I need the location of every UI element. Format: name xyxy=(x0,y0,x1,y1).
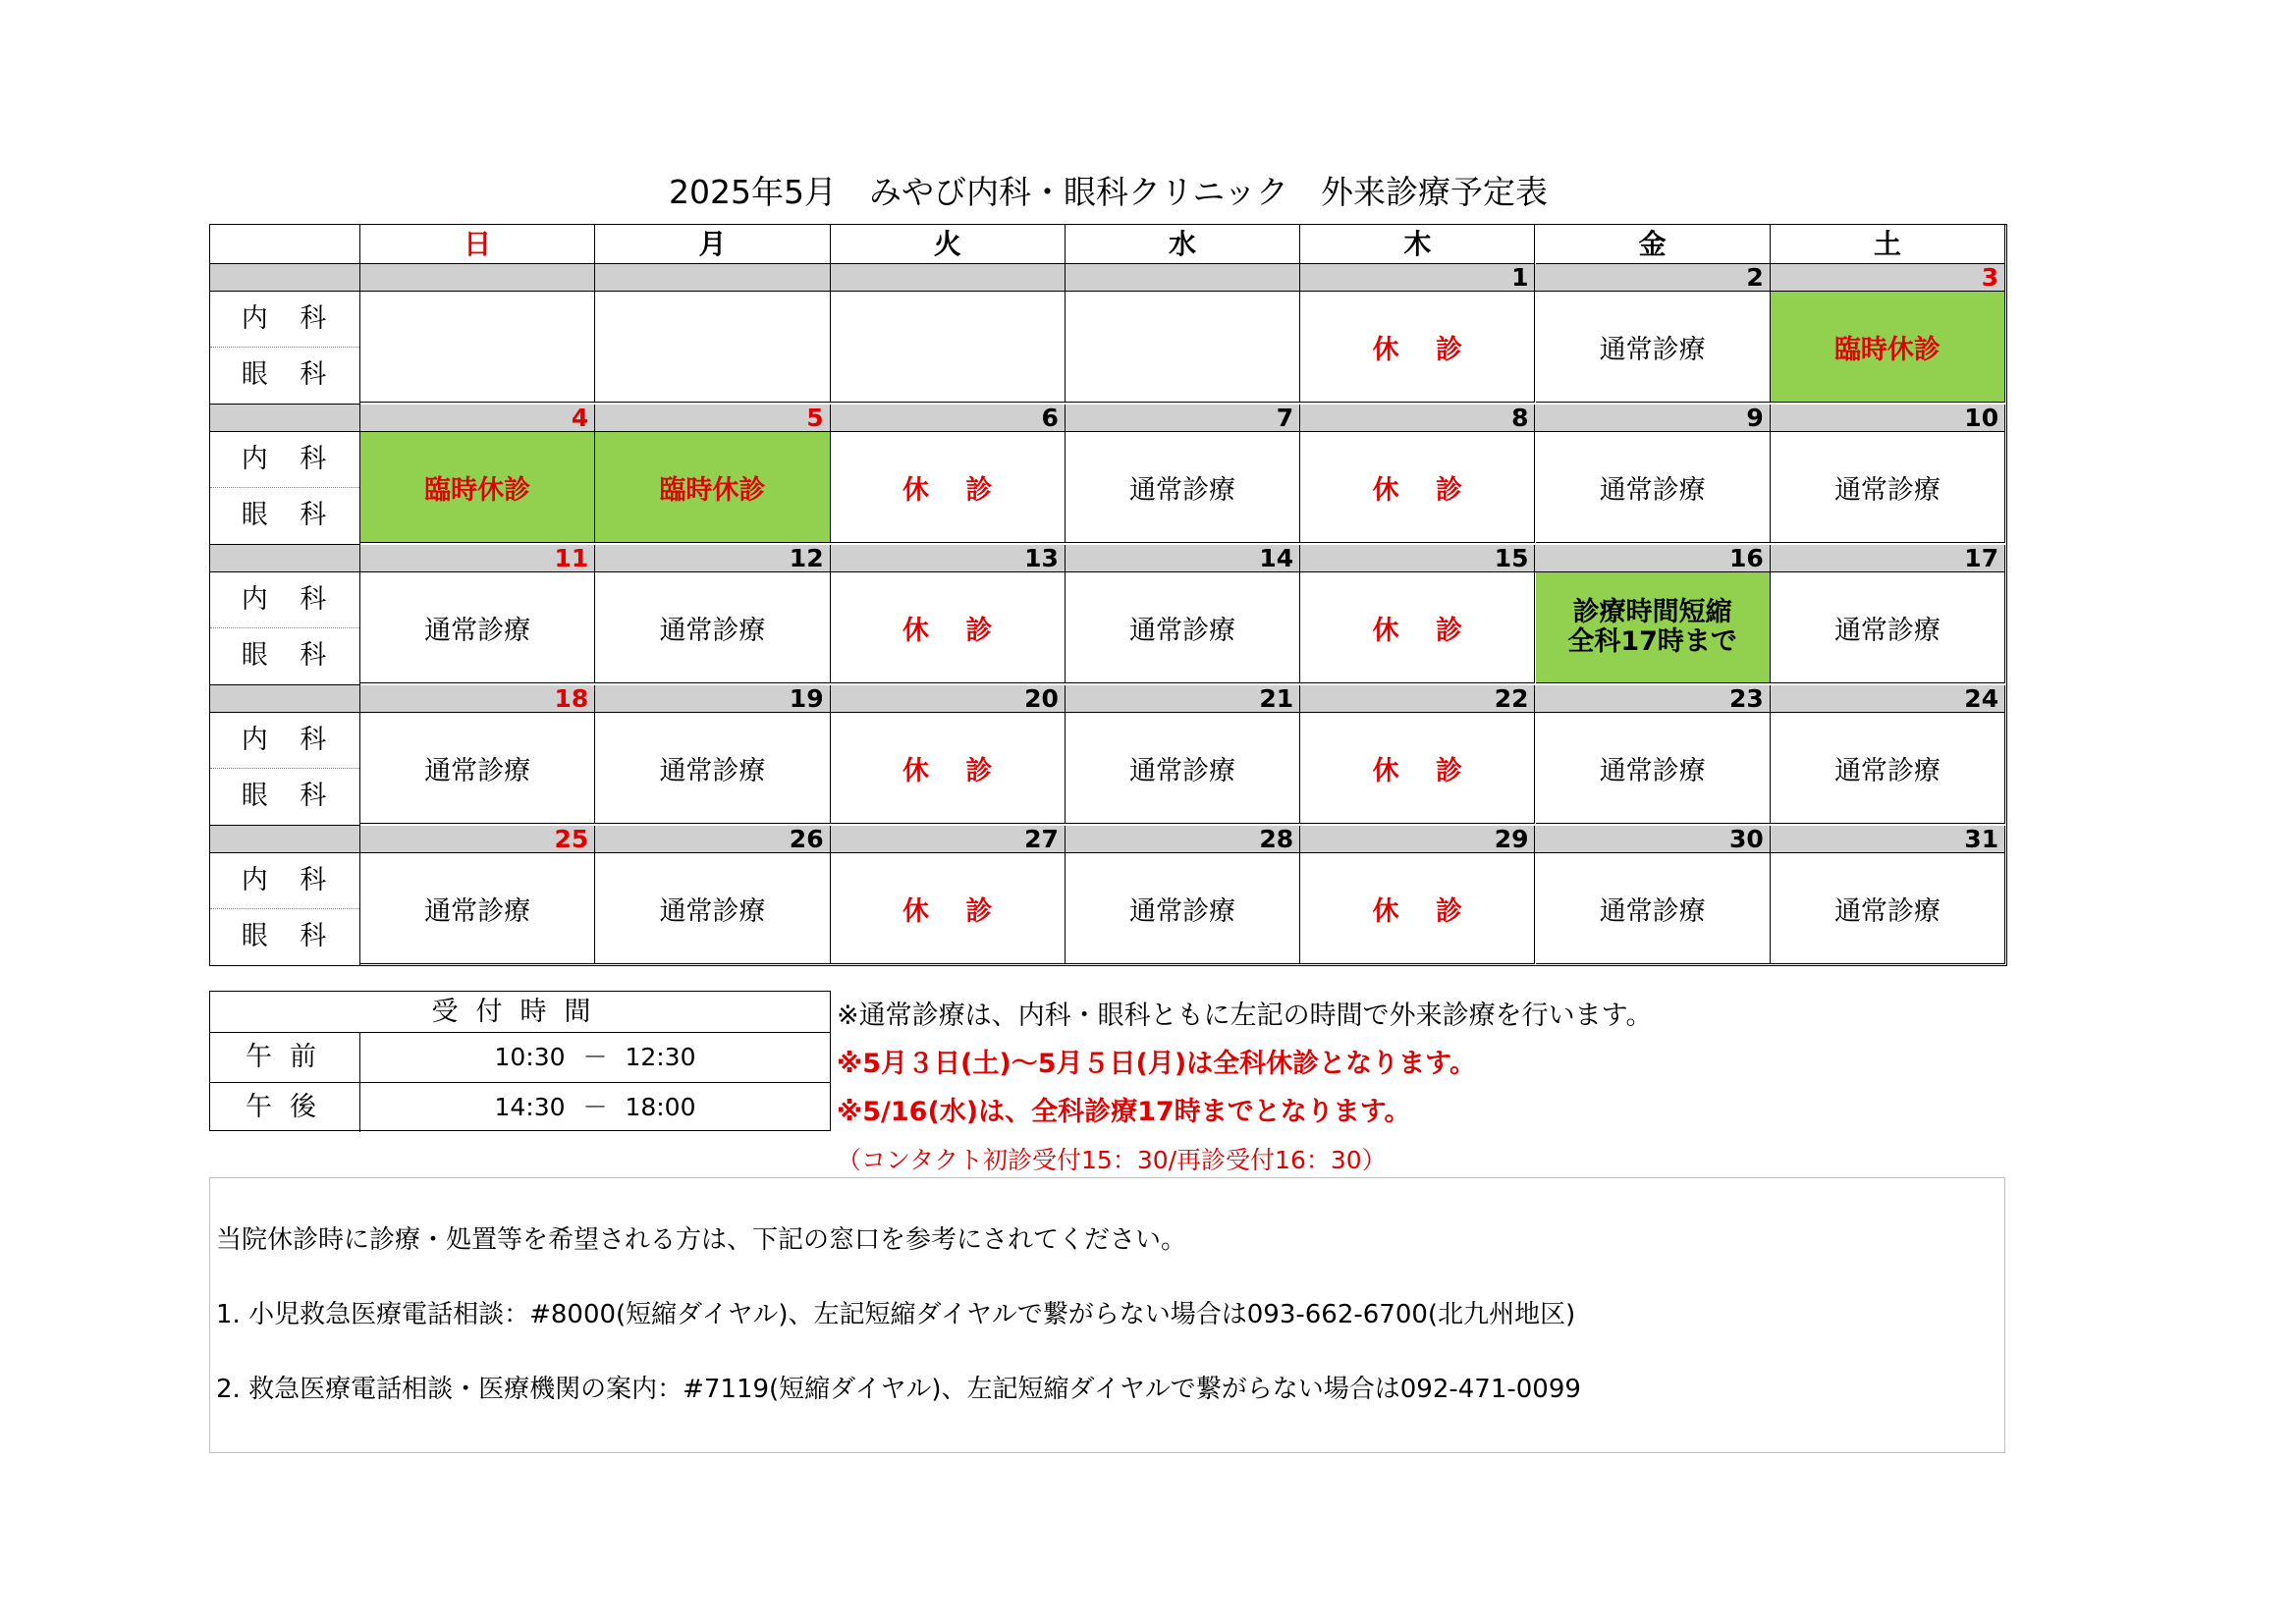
header-corner xyxy=(210,225,360,264)
note-contact-reception: （コンタクト初診受付15：30/再診受付16：30） xyxy=(837,1146,1387,1174)
date-number: 28 xyxy=(1066,826,1300,853)
status-cell-empty xyxy=(595,292,830,403)
dept-ophthalmology: 眼 科 xyxy=(241,359,339,390)
am-time: 10:30 － 12:30 xyxy=(494,1043,696,1071)
date-number: 18 xyxy=(360,685,595,713)
status-cell-normal: 通常診療 xyxy=(360,572,595,683)
dept-internal-medicine: 内 科 xyxy=(210,713,359,769)
status-cell-normal: 通常診療 xyxy=(1066,853,1300,964)
date-number: 3 xyxy=(1771,264,2005,292)
date-number: 22 xyxy=(1300,685,1535,713)
status-cell-holiday: 臨時休診 xyxy=(360,432,595,543)
date-row-spacer xyxy=(210,545,360,572)
weekday-header: 日 xyxy=(360,225,595,264)
status-cell-empty xyxy=(831,292,1066,403)
status-cell-normal: 通常診療 xyxy=(1771,432,2005,543)
date-number: 29 xyxy=(1300,826,1535,853)
date-number: 25 xyxy=(360,826,595,853)
date-number: 13 xyxy=(831,545,1066,572)
dept-ophthalmology: 眼 科 xyxy=(241,500,339,530)
status-cell-normal: 通常診療 xyxy=(1771,713,2005,824)
date-number: 8 xyxy=(1300,405,1535,432)
status-cell-normal: 通常診療 xyxy=(1771,572,2005,683)
status-cell-normal: 通常診療 xyxy=(360,713,595,824)
info-intro: 当院休診時に診療・処置等を希望される方は、下記の窓口を参考にされてください。 xyxy=(216,1225,1187,1255)
date-number: 10 xyxy=(1771,405,2005,432)
dept-internal-medicine: 内 科 xyxy=(210,432,359,488)
date-number: 4 xyxy=(360,405,595,432)
dept-ophthalmology: 眼 科 xyxy=(241,921,339,951)
department-labels xyxy=(210,572,360,685)
date-number: 15 xyxy=(1300,545,1535,572)
department-labels xyxy=(210,713,360,826)
dept-internal-medicine: 内 科 xyxy=(210,292,359,348)
status-cell-normal: 通常診療 xyxy=(1536,853,1771,964)
status-cell-normal: 通常診療 xyxy=(1066,432,1300,543)
weekday-header: 月 xyxy=(595,225,830,264)
dept-ophthalmology: 眼 科 xyxy=(241,781,339,811)
date-row-spacer xyxy=(210,685,360,713)
status-cell-normal: 通常診療 xyxy=(1066,713,1300,824)
date-row-spacer xyxy=(210,826,360,853)
department-labels xyxy=(210,853,360,966)
status-cell-normal: 通常診療 xyxy=(595,572,830,683)
schedule-calendar xyxy=(209,224,2007,966)
date-row-spacer xyxy=(210,264,360,292)
am-label: 午前 xyxy=(210,1033,360,1082)
date-number: 16 xyxy=(1536,545,1771,572)
date-number: 31 xyxy=(1771,826,2005,853)
status-cell-normal: 通常診療 xyxy=(1066,572,1300,683)
status-cell-normal: 通常診療 xyxy=(1536,432,1771,543)
weekday-header: 金 xyxy=(1536,225,1771,264)
date-number: 11 xyxy=(360,545,595,572)
info-item-2: 2. 救急医療電話相談・医療機関の案内：#7119(短縮ダイヤル)、左記短縮ダイヤルで繋がらない場合は092-471-0099 xyxy=(216,1375,1581,1404)
date-number: 23 xyxy=(1536,685,1771,713)
status-cell-closed: 休 診 xyxy=(831,432,1066,543)
status-cell-closed: 休 診 xyxy=(1300,432,1535,543)
date-number: 12 xyxy=(595,545,830,572)
am-row xyxy=(210,1033,830,1083)
status-cell-closed: 休 診 xyxy=(831,853,1066,964)
status-cell-closed: 休 診 xyxy=(831,713,1066,824)
date-number: 7 xyxy=(1066,405,1300,432)
pm-label: 午後 xyxy=(210,1083,360,1132)
department-labels xyxy=(210,292,360,405)
date-number xyxy=(831,264,1066,292)
dept-internal-medicine: 内 科 xyxy=(210,853,359,909)
date-number xyxy=(360,264,595,292)
date-number: 1 xyxy=(1300,264,1535,292)
department-labels xyxy=(210,432,360,545)
date-number-row xyxy=(210,685,2005,713)
note-normal-hours: ※通常診療は、内科・眼科ともに左記の時間で外来診療を行います。 xyxy=(837,1001,1653,1031)
status-cell-short xyxy=(1536,572,1771,683)
date-number-row xyxy=(210,264,2005,292)
status-cell-normal: 通常診療 xyxy=(1536,713,1771,824)
date-number-row xyxy=(210,826,2005,853)
status-cell-normal: 通常診療 xyxy=(1771,853,2005,964)
date-number: 30 xyxy=(1536,826,1771,853)
date-number: 2 xyxy=(1536,264,1771,292)
weekday-header: 火 xyxy=(831,225,1066,264)
pm-time: 14:30 － 18:00 xyxy=(494,1093,696,1121)
status-cell-normal: 通常診療 xyxy=(1536,292,1771,403)
status-cell-normal: 通常診療 xyxy=(360,853,595,964)
date-number xyxy=(595,264,830,292)
date-number: 20 xyxy=(831,685,1066,713)
status-cell-closed: 休 診 xyxy=(1300,572,1535,683)
pm-row xyxy=(210,1083,830,1132)
date-number: 26 xyxy=(595,826,830,853)
date-row-spacer xyxy=(210,405,360,432)
reception-hours-header: 受付時間 xyxy=(210,992,830,1033)
status-cell-closed: 休 診 xyxy=(1300,713,1535,824)
note-short-hours: ※5/16(水)は、全科診療17時までとなります。 xyxy=(837,1097,1411,1127)
page-title: 2025年5月 みやび内科・眼科クリニック 外来診療予定表 xyxy=(669,173,1548,211)
date-number-row xyxy=(210,545,2005,572)
date-number: 6 xyxy=(831,405,1066,432)
note-holiday-closure: ※5月３日(土)～5月５日(月)は全科休診となります。 xyxy=(837,1049,1477,1079)
status-cell-closed: 休 診 xyxy=(831,572,1066,683)
weekday-header: 土 xyxy=(1771,225,2005,264)
weekday-header: 水 xyxy=(1066,225,1300,264)
weekday-header: 木 xyxy=(1300,225,1535,264)
date-number-row xyxy=(210,405,2005,432)
status-cell-empty xyxy=(360,292,595,403)
status-cell-closed: 休 診 xyxy=(1300,292,1535,403)
date-number xyxy=(1066,264,1300,292)
dept-ophthalmology: 眼 科 xyxy=(241,640,339,671)
status-cell-holiday: 臨時休診 xyxy=(1771,292,2005,403)
status-cell-normal: 通常診療 xyxy=(595,853,830,964)
date-number: 21 xyxy=(1066,685,1300,713)
date-number: 19 xyxy=(595,685,830,713)
status-cell-closed: 休 診 xyxy=(1300,853,1535,964)
short-hours-line: 診療時間短縮 xyxy=(1572,597,1732,627)
status-cell-empty xyxy=(1066,292,1300,403)
date-number: 5 xyxy=(595,405,830,432)
status-cell-normal: 通常診療 xyxy=(595,713,830,824)
date-number: 9 xyxy=(1536,405,1771,432)
status-cell-holiday: 臨時休診 xyxy=(595,432,830,543)
date-number: 17 xyxy=(1771,545,2005,572)
date-number: 14 xyxy=(1066,545,1300,572)
date-number: 24 xyxy=(1771,685,2005,713)
info-item-1: 1. 小児救急医療電話相談：#8000(短縮ダイヤル)、左記短縮ダイヤルで繋がらない場合は093-662-6700(北九州地区) xyxy=(216,1300,1576,1329)
dept-internal-medicine: 内 科 xyxy=(210,572,359,628)
emergency-info-box xyxy=(209,1177,2005,1453)
short-hours-line: 全科17時まで xyxy=(1567,626,1737,657)
date-number: 27 xyxy=(831,826,1066,853)
reception-hours-table xyxy=(209,991,831,1131)
